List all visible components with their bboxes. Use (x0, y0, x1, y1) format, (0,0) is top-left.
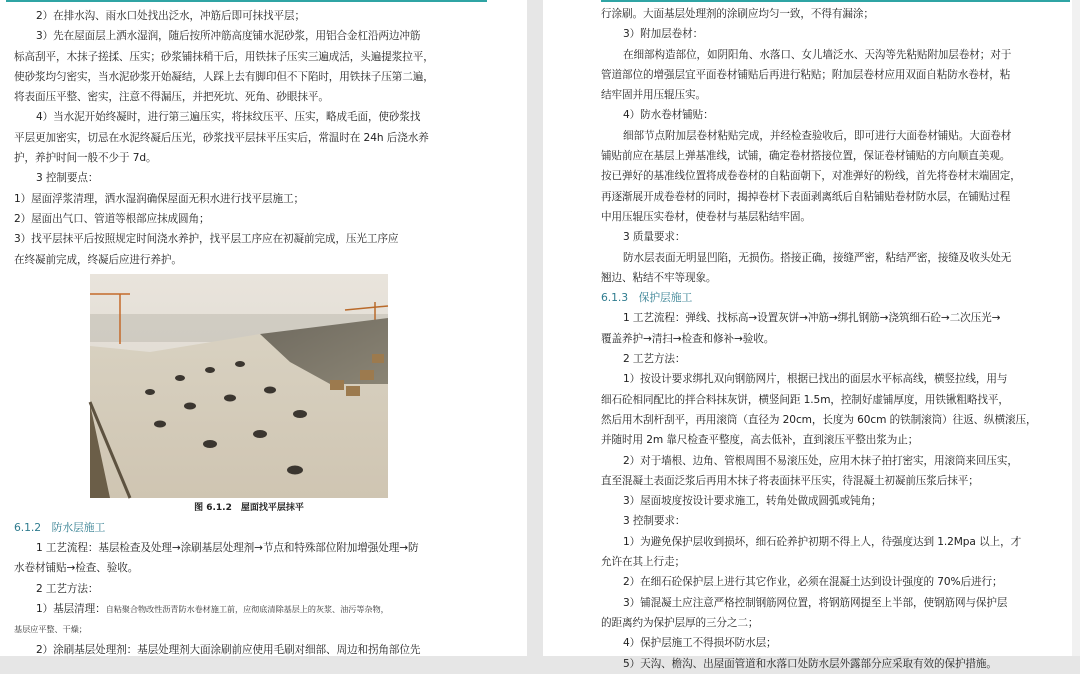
line-text: 1 工艺流程：基层检查及处理→涂刷基层处理剂→节点和特殊部位附加增强处理→防 (36, 542, 419, 555)
text-line (14, 26, 527, 46)
text-line (601, 187, 1080, 207)
text-line (601, 511, 1080, 531)
line-text: 护，养护时间一般不少于 7d。 (14, 152, 157, 165)
text-line (601, 65, 1080, 85)
text-line (14, 67, 527, 87)
text-line (601, 24, 1080, 44)
text-line (601, 390, 1080, 410)
line-text: 标高刮平，木抹子搓揉、压实；砂浆铺抹稍干后，用铁抹子压实三遍成活，头遍提浆拉平， (14, 50, 434, 63)
text-line (14, 558, 527, 578)
line-text: 6.1.2 防水层施工 (14, 520, 106, 534)
text-line (601, 349, 1080, 369)
text-line (601, 207, 1080, 227)
line-text: 的距离约为保护层厚的三分之二； (601, 616, 759, 629)
text-line (601, 369, 1080, 389)
line-text: 中用压辊压实卷材，使卷材与基层粘结牢固。 (601, 210, 811, 223)
text-line (601, 430, 1080, 450)
line-text: 2 工艺方法： (623, 353, 686, 366)
line-text: 3）找平层抹平后按照规定时间浇水养护，找平层工序应在初凝前完成，压光工序应 (14, 233, 399, 246)
line-text: 3）铺混凝土应注意严格控制钢筋网位置，将钢筋网提至上半部，使钢筋网与保护层 (623, 596, 1008, 609)
line-text: 允许在其上行走； (601, 556, 685, 569)
line-text: 2 工艺方法： (36, 582, 99, 595)
line-small-text: 自粘聚合物改性沥青防水卷材施工前，应彻底清除基层上的灰浆、油污等杂物， (105, 604, 389, 615)
line-text: 平层更加密实，切忌在水泥终凝后压光，砂浆找平层抹平压实后，常温时在 24h 后浇水养 (14, 131, 429, 144)
text-line (601, 308, 1080, 328)
text-line (601, 45, 1080, 65)
line-text: 3 控制要点： (36, 172, 99, 185)
text-line (14, 128, 527, 148)
line-text: 按已弹好的基准线位置将成卷卷材的自粘面朝下，对准弹好的粉线，首先将卷材末端固定， (601, 170, 1021, 183)
line-text: 行涂刷。大面基层处理剂的涂刷应均匀一致，不得有漏涂； (601, 8, 874, 20)
text-line (14, 538, 527, 558)
text-line (601, 491, 1080, 511)
figure-roof-screed-photo (90, 274, 388, 498)
text-line (14, 640, 527, 660)
line-text: 再逐渐展开成卷卷材的同时，揭掉卷材下表面剥离纸后自粘铺贴卷材防水层，在铺贴过程 (601, 190, 1011, 203)
text-line (601, 471, 1080, 491)
page-top-rule (6, 0, 487, 2)
text-line (601, 105, 1080, 125)
text-line (14, 250, 527, 270)
text-line (601, 85, 1080, 105)
section-heading (601, 288, 1080, 308)
line-text: 1）按设计要求绑扎双向钢筋网片，根据已找出的面层水平标高线，横竖拉线，用与 (623, 373, 1008, 386)
text-line (601, 593, 1080, 613)
line-text: 直至混凝土表面泛浆后再用木抹子将表面抹平压实，待混凝土初凝前压浆后抹平； (601, 474, 979, 487)
line-text: 防水层表面无明显凹陷，无损伤。搭接正确，接缝严密，粘结严密，接缝及收头处无 (623, 251, 1012, 264)
text-line (601, 126, 1080, 146)
line-text: 3）屋面坡度按设计要求施工，转角处做成圆弧或钝角； (623, 495, 882, 508)
line-text: 覆盖养护→清扫→检查和修补→验收。 (601, 332, 775, 345)
line-text: 2）涂刷基层处理剂：基层处理剂大面涂刷前应使用毛刷对细部、周边和拐角部位先 (36, 643, 421, 656)
left-text-top (14, 0, 527, 270)
line-text: 结牢固并用压辊压实。 (601, 89, 706, 102)
text-line (601, 329, 1080, 349)
text-line (601, 4, 1080, 24)
text-line (601, 451, 1080, 471)
line-text: 1）屋面浮浆清理，洒水湿润确保屋面无积水进行找平层施工； (14, 192, 304, 205)
line-text: 1）为避免保护层收到损坏，细石砼养护初期不得上人，待强度达到 1.2Mpa 以上，才 (623, 535, 1022, 548)
text-line (14, 579, 527, 599)
text-line (14, 148, 527, 168)
left-text-bottom (14, 518, 527, 660)
text-line (14, 189, 527, 209)
text-line (601, 572, 1080, 592)
text-line (601, 166, 1080, 186)
line-text: 使砂浆均匀密实，当水泥砂浆开始凝结，人踩上去有脚印但不下陷时，用铁抹子压第二遍， (14, 70, 434, 83)
line-text: 5）天沟、檐沟、出屋面管道和水落口处防水层外露部分应采取有效的保护措施。 (623, 657, 997, 670)
text-line (601, 654, 1080, 674)
text-line (601, 532, 1080, 552)
line-text: 管道部位的增强层宜平面卷材铺贴后再进行粘贴；附加层卷材应用双面自粘防水卷材，粘 (601, 68, 1011, 81)
text-line (601, 227, 1080, 247)
text-line (601, 248, 1080, 268)
line-text: 3 质量要求： (623, 231, 686, 244)
line-text: 2）屋面出气口、管道等根部应抹成圆角； (14, 212, 210, 225)
line-text: 在终凝前完成，终凝后应进行养护。 (14, 253, 182, 266)
line-text: 3）先在屋面层上洒水湿润，随后按所冲筋高度铺水泥砂浆，用铝合金杠沿两边冲筋 (36, 30, 421, 43)
line-text: 在细部构造部位，如阴阳角、水落口、女儿墙泛水、天沟等先粘贴附加层卷材；对于 (623, 48, 1012, 61)
text-line (601, 633, 1080, 653)
text-line (601, 552, 1080, 572)
line-text: 1 工艺流程：弹线、找标高→设置灰饼→冲筋→绑扎钢筋→浇筑细石砼→二次压光→ (623, 312, 1001, 325)
document-page-right (543, 0, 1080, 670)
text-line (601, 410, 1080, 430)
text-line (14, 229, 527, 249)
line-text: 并随时用 2m 靠尺检查平整度，高去低补，直到滚压平整出浆为止； (601, 434, 919, 447)
text-line (14, 6, 527, 26)
line-text: 2）在细石砼保护层上进行其它作业，必须在混凝土达到设计强度的 70%后进行； (623, 576, 1003, 589)
text-line (601, 268, 1080, 288)
section-heading (14, 518, 527, 538)
right-text (601, 0, 1080, 674)
line-text: 将表面压平整、密实，注意不得漏压，并把死坑、死角、砂眼抹平。 (14, 91, 329, 104)
line-text: 6.1.3 保护层施工 (601, 291, 693, 305)
line-text: 细石砼相同配比的拌合料抹灰饼，横竖间距 1.5m，控制好虚铺厚度，用铁锹粗略找平， (601, 393, 1009, 406)
line-text: 4）当水泥开始终凝时，进行第三遍压实，将抹纹压平、压实，略成毛面，使砂浆找 (36, 111, 421, 124)
text-line (14, 599, 527, 619)
line-text: 2）对于墙根、边角、管根周围不易滚压处，应用木抹子拍打密实，用滚筒来回压实， (623, 454, 1018, 467)
text-line (14, 619, 527, 639)
text-line (14, 87, 527, 107)
line-text: 然后用木刮杆刮平，再用滚筒（直径为 20cm，长度为 60cm 的铁制滚筒）往返、纵横滚压， (601, 413, 1037, 426)
text-line (14, 209, 527, 229)
text-line (601, 146, 1080, 166)
line-text: 4）防水卷材铺贴： (623, 109, 714, 122)
line-text: 4）保护层施工不得损坏防水层； (623, 637, 777, 650)
text-line (14, 107, 527, 127)
line-text: 3）附加层卷材： (623, 28, 704, 41)
line-text: 细部节点附加层卷材粘贴完成，并经检查验收后，即可进行大面卷材铺贴。大面卷材 (623, 129, 1012, 142)
line-text: 水卷材铺贴→检查、验收。 (14, 562, 139, 575)
line-text: 3 控制要求： (623, 515, 686, 528)
text-line (14, 47, 527, 67)
text-line (601, 613, 1080, 633)
text-line (14, 168, 527, 188)
line-text: 2）在排水沟、雨水口处找出泛水，冲筋后即可抹找平层； (36, 10, 305, 22)
document-page-left (0, 0, 527, 656)
line-small-text: 基层应平整、干燥； (14, 624, 87, 635)
line-text: 1）基层清理： (36, 603, 106, 616)
figure-caption: 图 6.1.2 屋面找平层抹平 (194, 502, 304, 513)
line-text: 铺贴前应在基层上弹基准线，试铺，确定卷材搭接位置，保证卷材铺贴的方向顺直美观。 (601, 150, 1011, 163)
vertical-scrollbar[interactable] (1072, 0, 1080, 656)
line-text: 翘边、粘结不牢等现象。 (601, 271, 717, 284)
page-top-rule (601, 0, 1070, 2)
